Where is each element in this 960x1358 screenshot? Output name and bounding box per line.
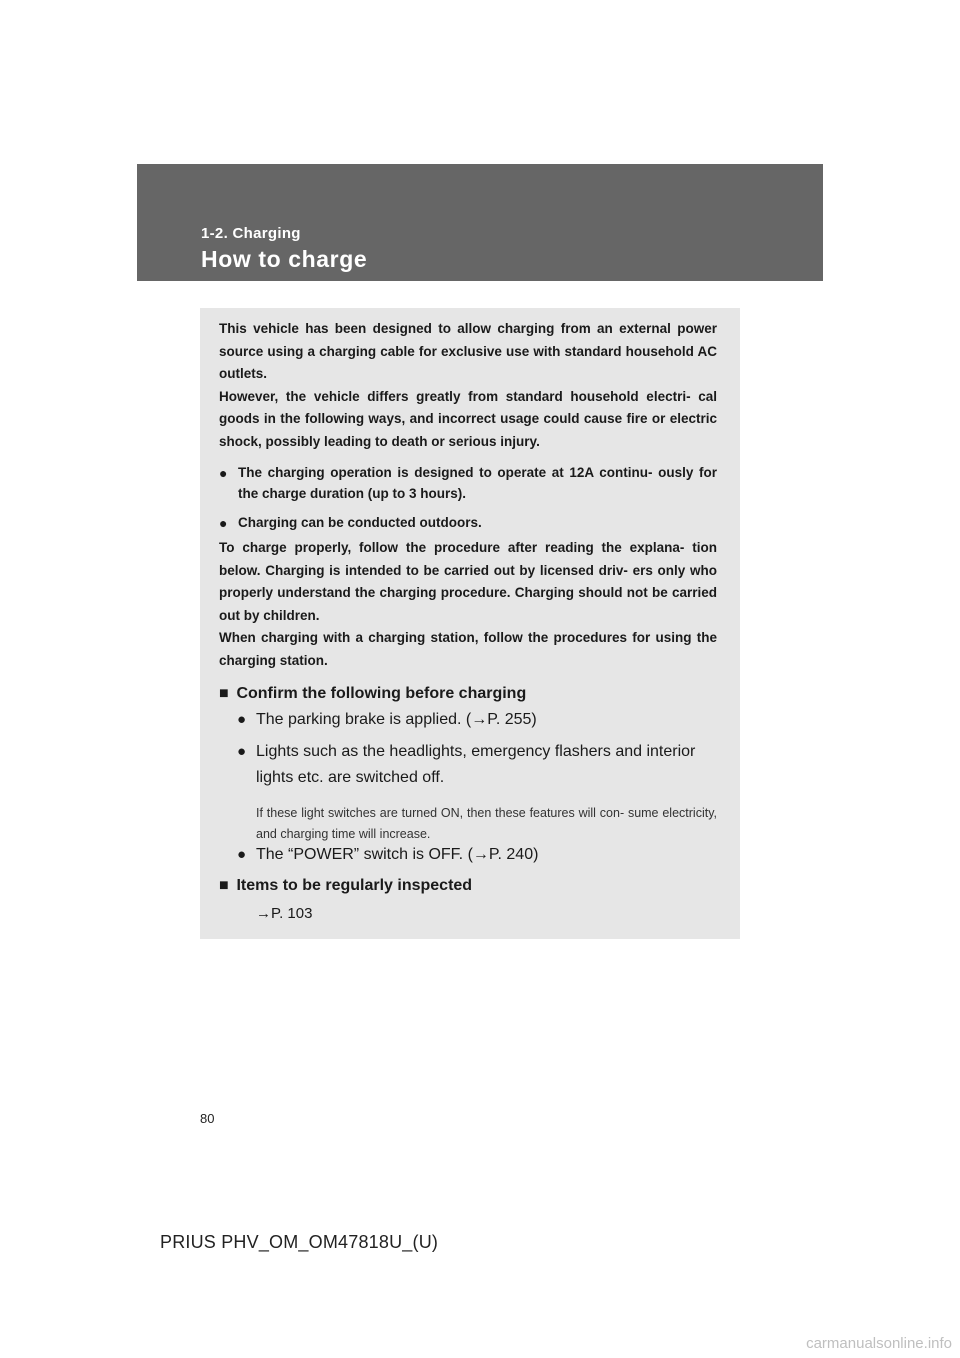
outro-paragraph: To charge properly, follow the procedure after reading the explana- tion below. Charging is intended to be carried out by licensed driv- ers only who properly understand the charging procedure. Charging should not be carried out by children. (219, 540, 717, 623)
bullet-icon: ● (237, 711, 247, 728)
watermark: carmanualsonline.info (806, 1335, 952, 1352)
bullet-icon: ● (237, 846, 247, 863)
check-item (237, 739, 719, 791)
bullet-icon: ● (237, 743, 247, 760)
page-title: How to charge (201, 246, 368, 272)
check-item-text: The “POWER” switch is OFF. (→P. 240) (256, 846, 539, 863)
bullet-text: Charging can be conducted outdoors. (238, 515, 482, 530)
check-item-text: Lights such as the headlights, emergency flashers and interior lights etc. are switched off. (256, 743, 696, 786)
bullet-item (219, 513, 717, 534)
intro-paragraph: However, the vehicle differs greatly from standard household electri- cal goods in the following ways, and incorrect usage could cause fire or electric shock, possibly leading to death or serious injury. (219, 388, 717, 449)
section-heading-text: Confirm the following before charging (236, 685, 527, 702)
check-item (237, 842, 719, 868)
square-icon: ■ (219, 877, 229, 894)
check-item-text: The parking brake is applied. (→P. 255) (256, 711, 537, 728)
document-code: PRIUS PHV_OM_OM47818U_(U) (160, 1232, 439, 1252)
bullet-icon: ● (219, 465, 228, 481)
outro-paragraph: When charging with a charging station, follow the procedures for using the charging station. (219, 630, 717, 668)
content-box (200, 308, 740, 939)
section-heading-confirm (219, 684, 526, 704)
header-band (137, 164, 823, 281)
square-icon: ■ (219, 685, 229, 702)
section-heading-inspected (219, 876, 472, 896)
section-label: 1-2. Charging (201, 225, 301, 242)
outro-text (219, 537, 717, 673)
page-number: 80 (200, 1111, 215, 1126)
bullet-text: The charging operation is designed to operate at 12A continu- ously for the charge duration (up to 3 hours). (238, 465, 717, 501)
bullet-icon: ● (219, 515, 228, 531)
check-item (237, 707, 719, 733)
bullet-item (219, 463, 717, 504)
section-heading-text: Items to be regularly inspected (236, 877, 473, 894)
note-text: If these light switches are turned ON, then these features will con- sume electricity, and charging time will increase. (256, 806, 717, 841)
intro-text (219, 318, 717, 454)
intro-paragraph: This vehicle has been designed to allow charging from an external power source using a charging cable for exclusive use with standard household AC outlets. (219, 321, 717, 382)
page-reference: →P. 103 (256, 905, 313, 922)
